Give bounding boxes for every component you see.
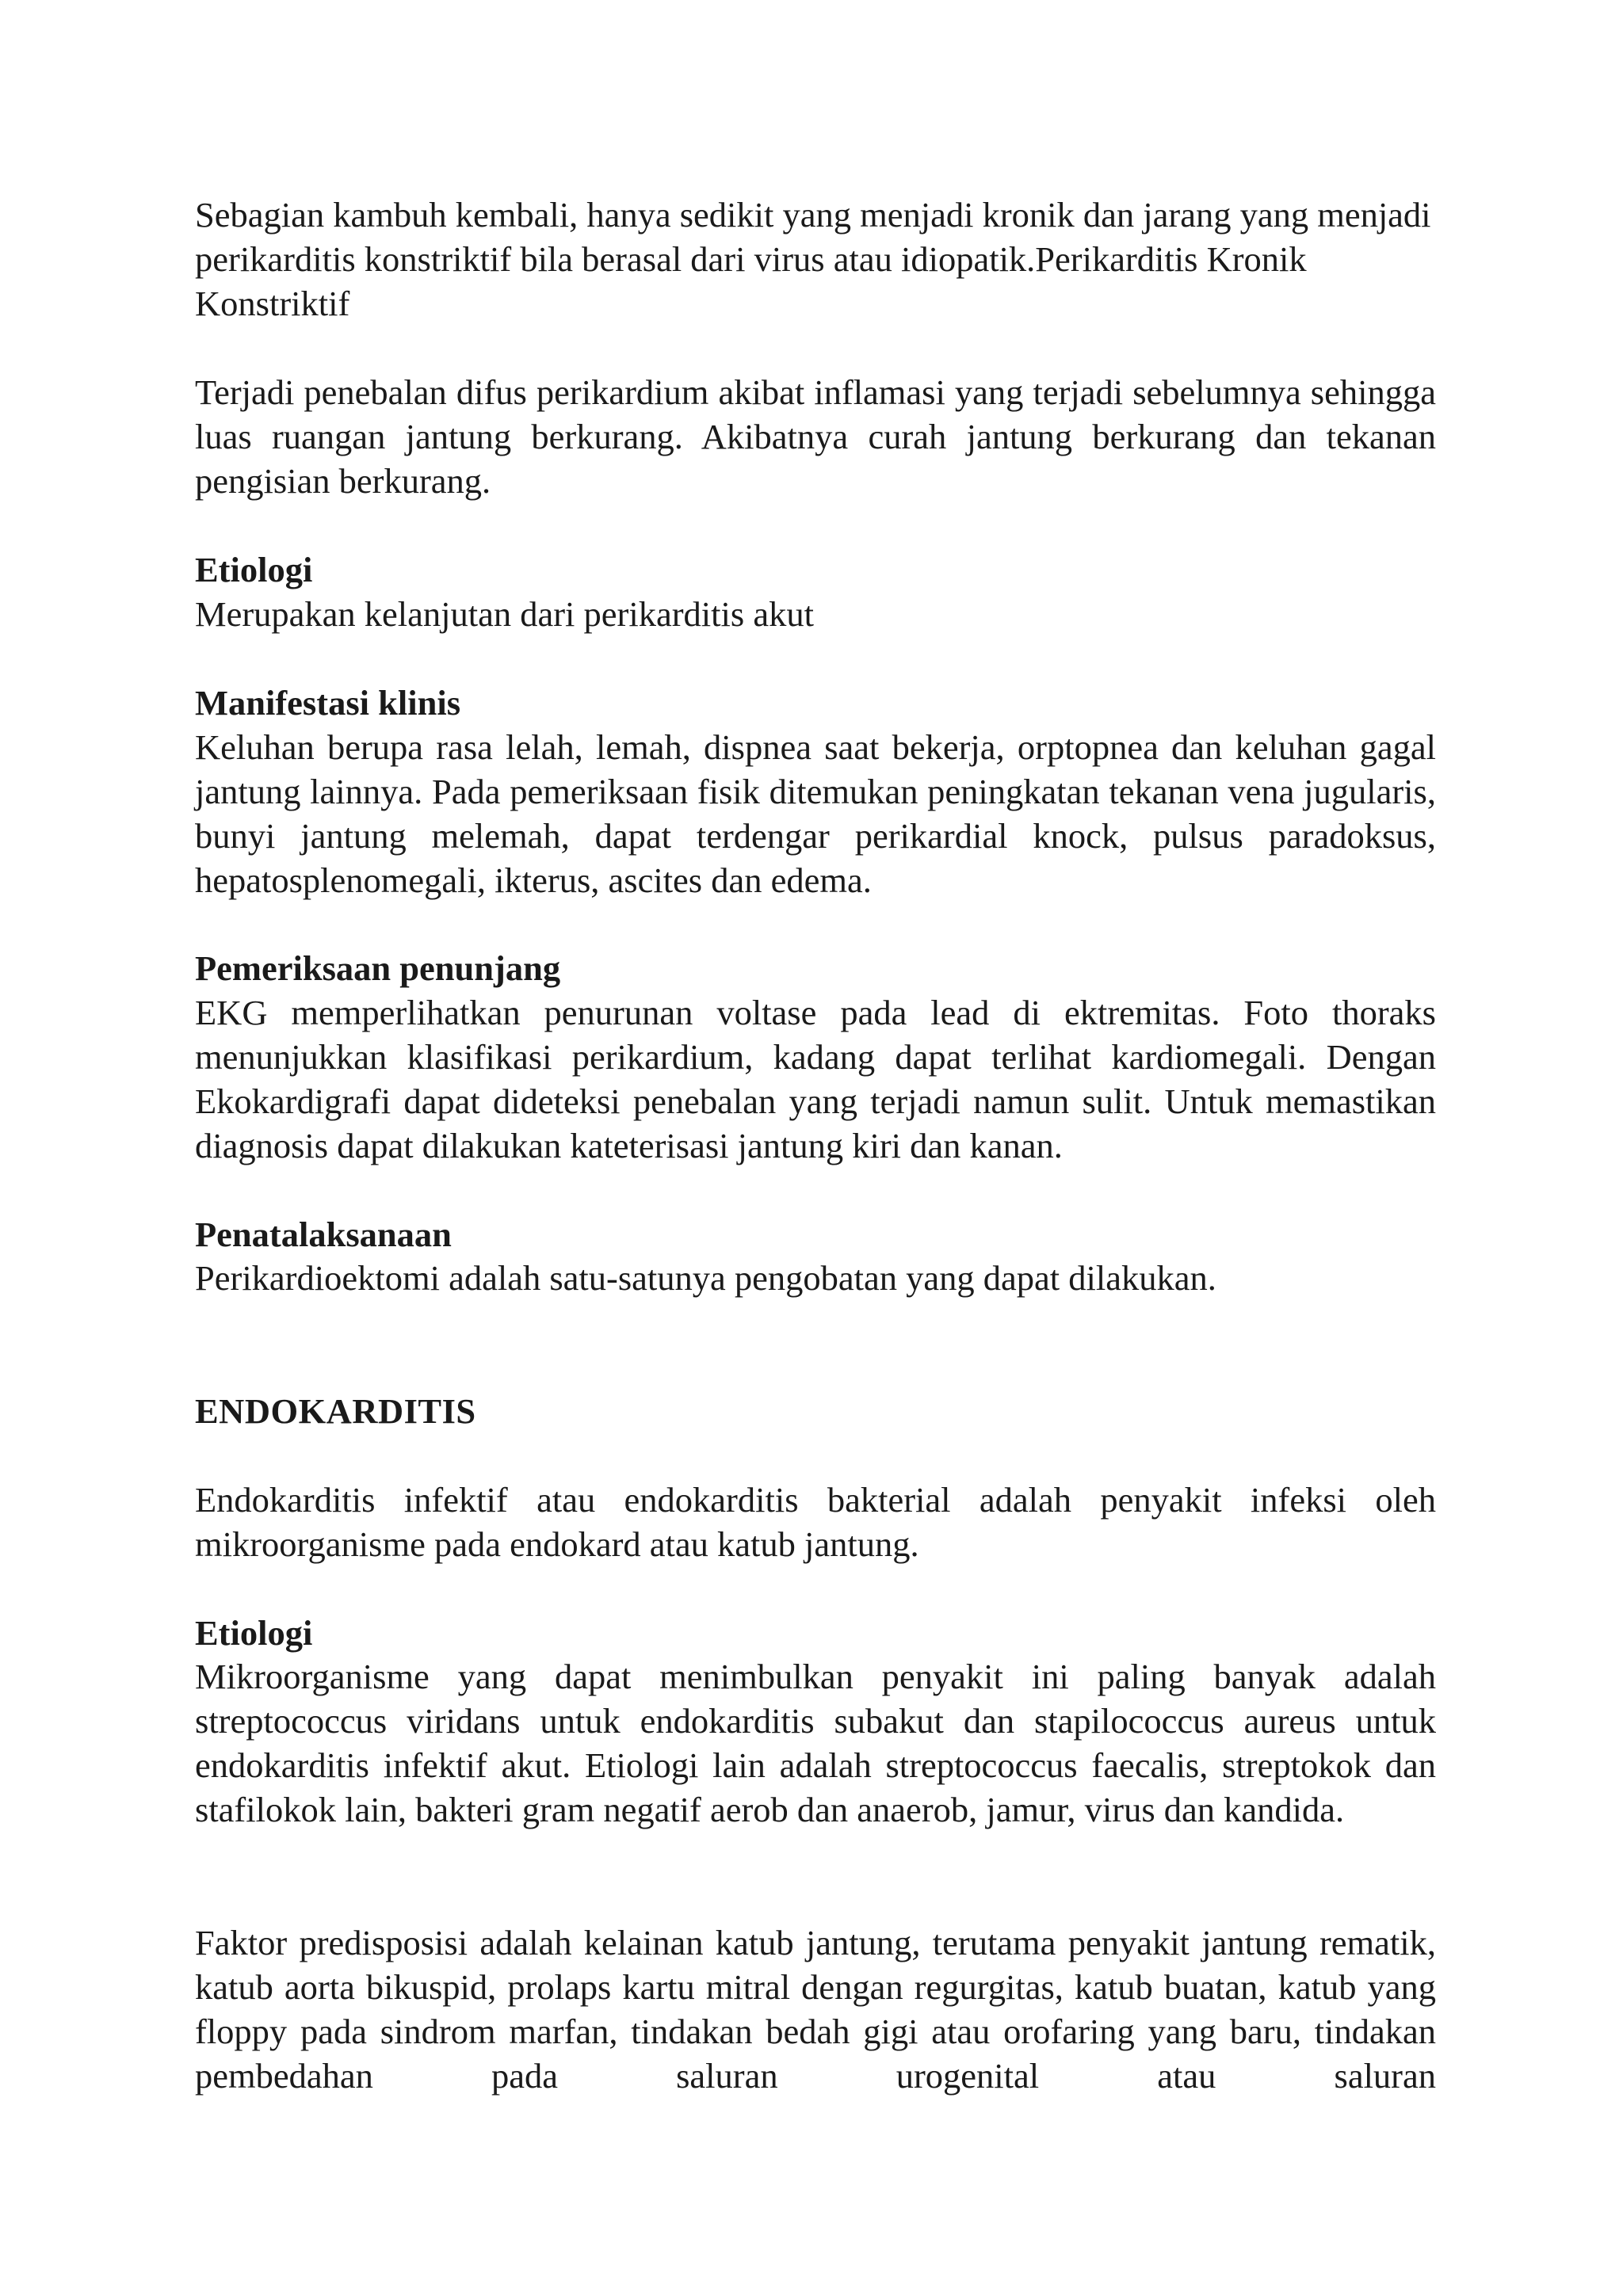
management-heading: Penatalaksanaan <box>195 1215 452 1254</box>
predisposition-paragraph: Faktor predisposisi adalah kelainan katub jantung, terutama penyakit jantung rematik, katub aorta bikuspid, prolaps kartu mitral dengan regurgitas, katub buatan, katub yang floppy pada sindrom marfan, tindakan bedah gigi atau orofaring yang baru, tindakan pembedahan pada saluran urogenital atau saluran <box>195 1923 1436 2096</box>
definition-paragraph: Terjadi penebalan difus perikardium akibat inflamasi yang terjadi sebelumnya sehingga luas ruangan jantung berkurang. Akibatnya curah jantung berkurang dan tekanan pengisian berkurang. <box>195 372 1436 501</box>
intro-paragraph: Sebagian kambuh kembali, hanya sedikit yang menjadi kronik dan jarang yang menjadi perikarditis konstriktif bila berasal dari virus atau idiopatik.Perikarditis Kronik Konstriktif <box>195 195 1431 323</box>
manifestation-paragraph: Keluhan berupa rasa lelah, lemah, dispnea saat bekerja, orptopnea dan keluhan gagal jantung lainnya. Pada pemeriksaan fisik ditemukan peningkatan tekanan vena jugularis, bunyi jantung melemah, dapat terdengar perikardial knock, pulsus paradoksus, hepatosplenomegali, ikterus, ascites dan edema. <box>195 727 1436 900</box>
etiology-paragraph: Merupakan kelanjutan dari perikarditis akut <box>195 594 814 634</box>
manifestation-heading: Manifestasi klinis <box>195 683 461 723</box>
endo-etiology-heading: Etiologi <box>195 1613 313 1653</box>
support-paragraph: EKG memperlihatkan penurunan voltase pada lead di ektremitas. Foto thoraks menunjukkan klasifikasi perikardium, kadang dapat terlihat kardiomegali. Dengan Ekokardigrafi dapat dideteksi penebalan yang terjadi namun sulit. Untuk memastikan diagnosis dapat dilakukan kateterisasi jantung kiri dan kanan. <box>195 993 1436 1165</box>
endo-etiology-paragraph: Mikroorganisme yang dapat menimbulkan penyakit ini paling banyak adalah streptococcus viridans untuk endokarditis subakut dan stapilococcus aureus untuk endokarditis infektif akut. Etiologi lain adalah streptococcus faecalis, streptokok dan stafilokok lain, bakteri gram negatif aerob dan anaerob, jamur, virus dan kandida. <box>195 1657 1436 1829</box>
section-title: ENDOKARDITIS <box>195 1391 476 1431</box>
support-heading: Pemeriksaan penunjang <box>195 948 561 988</box>
etiology-heading: Etiologi <box>195 550 313 589</box>
management-paragraph: Perikardioektomi adalah satu-satunya pengobatan yang dapat dilakukan. <box>195 1258 1216 1298</box>
endo-definition-paragraph: Endokarditis infektif atau endokarditis bakterial adalah penyakit infeksi oleh mikroorganisme pada endokard atau katub jantung. <box>195 1480 1436 1564</box>
